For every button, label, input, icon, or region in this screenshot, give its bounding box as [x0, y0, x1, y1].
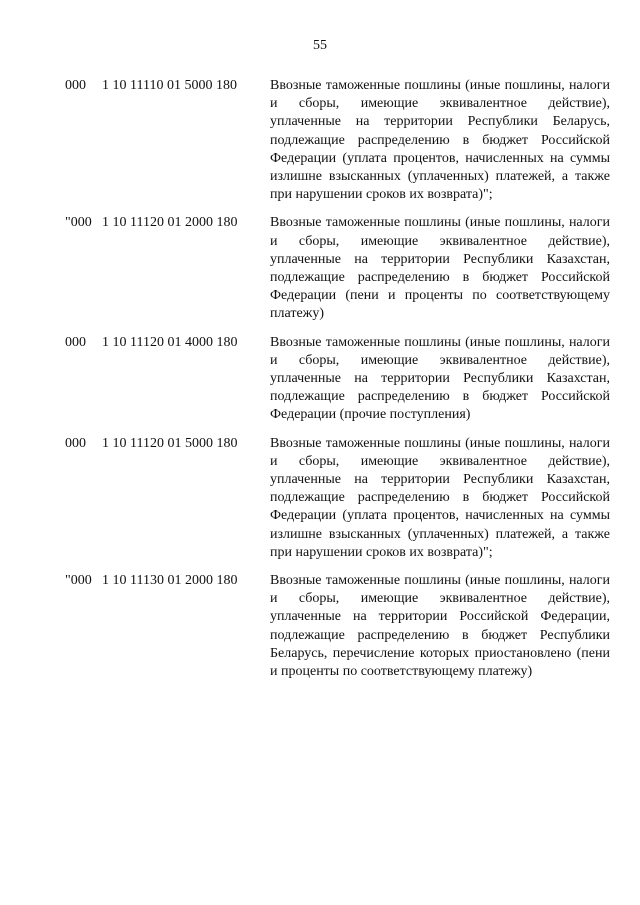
administrator-code: 000: [65, 78, 86, 93]
budget-code-list: [65, 77, 610, 691]
budget-code-entry: [65, 572, 610, 681]
entry-description: Ввозные таможенные пошлины (иные пошлины, налоги и сборы, имеющие эквивалентное действие), уплаченные на территории Республики Казахстан, подлежащие распределению в бюджет Российской Федерации (пени и проценты по соответствующему платежу): [270, 215, 610, 322]
classification-code: [65, 77, 270, 95]
budget-code-entry: [65, 214, 610, 323]
classification-code: [65, 214, 270, 232]
classification-code: [65, 572, 270, 590]
budget-classification-code: 1 10 11130 01 2000 180: [102, 573, 238, 589]
administrator-code: "000: [65, 215, 92, 231]
entry-description: Ввозные таможенные пошлины (иные пошлины, налоги и сборы, имеющие эквивалентное действие), уплаченные на территории Республики Беларусь, подлежащие распределению в бюджет Российской Федерации (уплата процентов, начисленных на суммы излишне взысканных (уплаченных) платежей, а также при нарушении сроков их возврата)";: [270, 78, 610, 203]
budget-code-entry: [65, 334, 610, 425]
budget-code-entry: [65, 77, 610, 204]
classification-code: [65, 435, 270, 453]
administrator-code: 000: [65, 334, 86, 350]
entry-description: Ввозные таможенные пошлины (иные пошлины, налоги и сборы, имеющие эквивалентное действие), уплаченные на территории Российской Федерации, подлежащие распределению в бюджет Республики Беларусь, перечисление которых приостановлено (пени и проценты по соответствующему платежу): [270, 573, 610, 680]
administrator-code: "000: [65, 573, 92, 589]
budget-code-entry: [65, 435, 610, 562]
budget-classification-code: 1 10 11120 01 4000 180: [102, 334, 238, 350]
budget-classification-code: 1 10 11110 01 5000 180: [102, 78, 237, 93]
page-number: 55: [313, 38, 327, 53]
classification-code: [65, 334, 270, 352]
administrator-code: 000: [65, 435, 86, 451]
entry-description: Ввозные таможенные пошлины (иные пошлины, налоги и сборы, имеющие эквивалентное действие), уплаченные на территории Республики Казахстан, подлежащие распределению в бюджет Российской Федерации (прочие поступления): [270, 334, 610, 423]
budget-classification-code: 1 10 11120 01 5000 180: [102, 435, 238, 451]
entry-description: Ввозные таможенные пошлины (иные пошлины, налоги и сборы, имеющие эквивалентное действие), уплаченные на территории Республики Казахстан, подлежащие распределению в бюджет Российской Федерации (уплата процентов, начисленных на суммы излишне взысканных (уплаченных) платежей, а также при нарушении сроков их возврата)";: [270, 435, 610, 560]
budget-classification-code: 1 10 11120 01 2000 180: [102, 215, 238, 231]
